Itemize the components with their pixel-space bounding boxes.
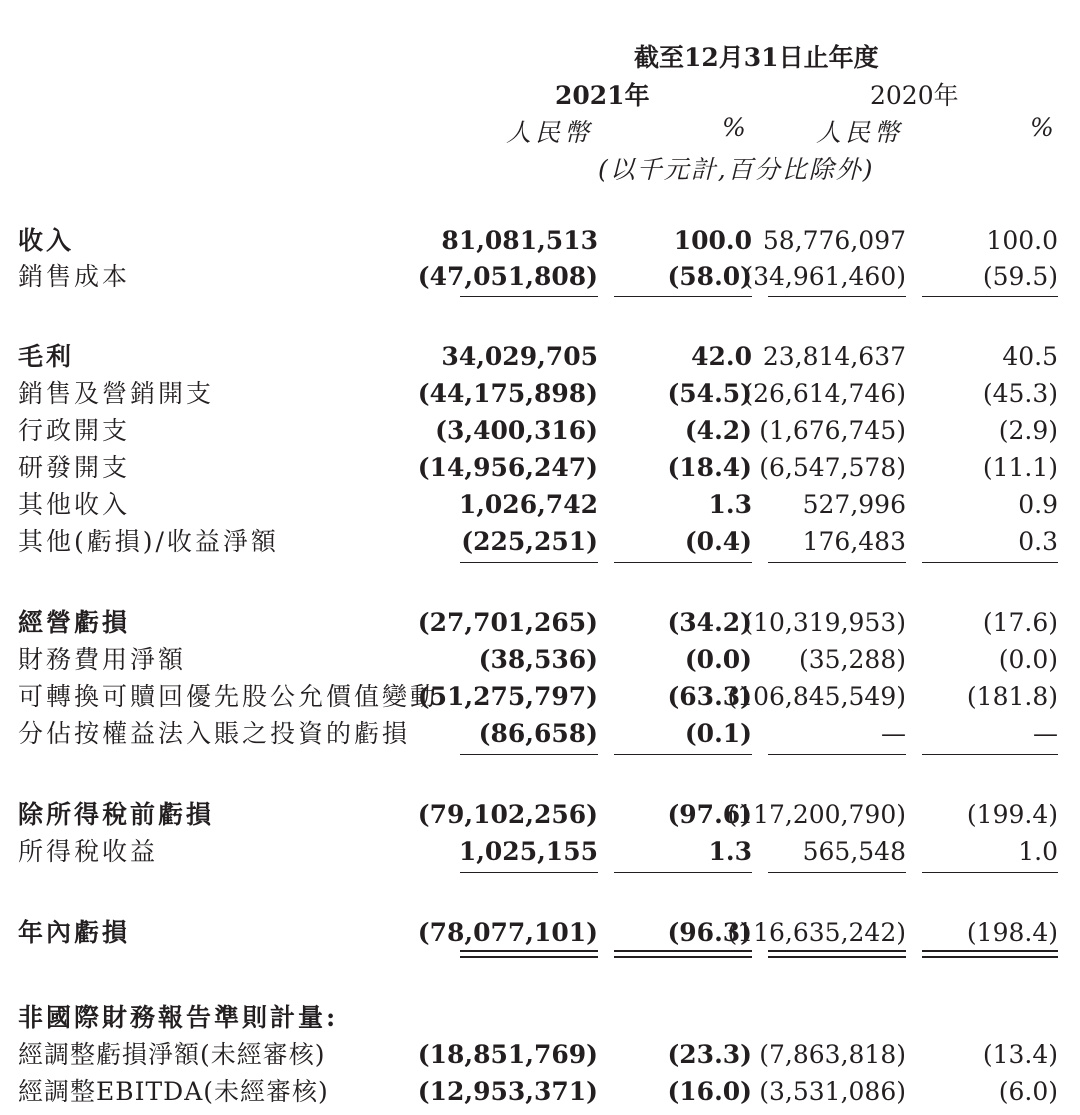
percent-2020: (199.4) bbox=[966, 800, 1058, 829]
col-pct-2020: % bbox=[1030, 113, 1054, 142]
subtotal-rule bbox=[460, 872, 598, 873]
percent-2020: 40.5 bbox=[1002, 342, 1058, 371]
subtotal-rule bbox=[922, 872, 1058, 873]
row-label: 銷售成本 bbox=[18, 262, 131, 291]
table-row bbox=[0, 451, 1080, 485]
table-row bbox=[0, 260, 1080, 294]
value-2020: (117,200,790) bbox=[727, 800, 906, 829]
subtotal-rule bbox=[922, 296, 1058, 297]
row-label: 經營虧損 bbox=[18, 608, 131, 637]
value-2020: (35,288) bbox=[799, 645, 906, 674]
table-row bbox=[0, 643, 1080, 677]
percent-2021: (18.4) bbox=[667, 453, 752, 482]
subtotal-rule bbox=[768, 562, 906, 563]
value-2021: (51,275,797) bbox=[417, 682, 598, 711]
value-2020: (1,676,745) bbox=[759, 416, 906, 445]
row-label: 分佔按權益法入賬之投資的虧損 bbox=[18, 719, 411, 748]
table-row bbox=[0, 340, 1080, 374]
value-2021: (86,658) bbox=[478, 719, 598, 748]
percent-2020: (17.6) bbox=[982, 608, 1058, 637]
value-2020: — bbox=[881, 719, 906, 748]
value-2021: (14,956,247) bbox=[417, 453, 598, 482]
percent-2021: (97.6) bbox=[667, 800, 752, 829]
row-label: 年內虧損 bbox=[18, 918, 131, 947]
percent-2020: (181.8) bbox=[966, 682, 1058, 711]
subtotal-rule bbox=[922, 562, 1058, 563]
subtotal-rule bbox=[614, 754, 752, 755]
value-2020: 58,776,097 bbox=[762, 226, 906, 255]
table-row bbox=[0, 377, 1080, 411]
percent-2021: 42.0 bbox=[691, 342, 752, 371]
value-2020: (6,547,578) bbox=[759, 453, 906, 482]
value-2020: (34,961,460) bbox=[743, 262, 906, 291]
value-2020: (26,614,746) bbox=[743, 379, 906, 408]
value-2020: 565,548 bbox=[802, 837, 906, 866]
value-2021: (78,077,101) bbox=[417, 918, 598, 947]
percent-2021: (54.5) bbox=[667, 379, 752, 408]
subtotal-rule bbox=[614, 296, 752, 297]
col-pct-2021: % bbox=[722, 113, 746, 142]
row-label: 所得稅收益 bbox=[18, 837, 159, 866]
percent-2021: 1.3 bbox=[708, 490, 752, 519]
row-label: 除所得稅前虧損 bbox=[18, 800, 215, 829]
subtotal-rule bbox=[768, 296, 906, 297]
year-2021-heading: 2021年 bbox=[555, 81, 650, 110]
subtotal-rule bbox=[614, 872, 752, 873]
percent-2021: (58.0) bbox=[667, 262, 752, 291]
percent-2020: (59.5) bbox=[982, 262, 1058, 291]
value-2020: (116,635,242) bbox=[727, 918, 906, 947]
value-2021: (18,851,769) bbox=[417, 1040, 598, 1069]
table-row bbox=[0, 525, 1080, 559]
percent-2021: (34.2) bbox=[667, 608, 752, 637]
percent-2021: (16.0) bbox=[667, 1077, 752, 1106]
value-2021: (225,251) bbox=[461, 527, 598, 556]
percent-2020: 1.0 bbox=[1018, 837, 1058, 866]
percent-2020: (45.3) bbox=[982, 379, 1058, 408]
row-label: 行政開支 bbox=[18, 416, 131, 445]
table-row bbox=[0, 224, 1080, 258]
percent-2020: (2.9) bbox=[998, 416, 1058, 445]
table-row bbox=[0, 414, 1080, 448]
table-row bbox=[0, 835, 1080, 869]
unit-note: (以千元計,百分比除外) bbox=[598, 155, 875, 184]
subtotal-rule bbox=[460, 296, 598, 297]
table-row bbox=[0, 717, 1080, 751]
value-2021: 1,026,742 bbox=[458, 490, 598, 519]
value-2021: (79,102,256) bbox=[417, 800, 598, 829]
table-row bbox=[0, 1075, 1080, 1109]
subtotal-rule bbox=[614, 562, 752, 563]
row-label: 財務費用淨額 bbox=[18, 645, 187, 674]
table-row bbox=[0, 606, 1080, 640]
row-label: 其他收入 bbox=[18, 490, 131, 519]
table-row bbox=[0, 916, 1080, 950]
percent-2021: (0.0) bbox=[684, 645, 752, 674]
value-2021: (27,701,265) bbox=[417, 608, 598, 637]
table-row bbox=[0, 798, 1080, 832]
value-2021: 81,081,513 bbox=[441, 226, 598, 255]
total-double-rule bbox=[460, 950, 598, 958]
subtotal-rule bbox=[922, 754, 1058, 755]
value-2021: 34,029,705 bbox=[441, 342, 598, 371]
value-2021: (3,400,316) bbox=[435, 416, 598, 445]
percent-2020: — bbox=[1033, 719, 1058, 748]
row-label: 研發開支 bbox=[18, 453, 131, 482]
value-2020: (106,845,549) bbox=[727, 682, 906, 711]
value-2021: (12,953,371) bbox=[417, 1077, 598, 1106]
row-label: 經調整虧損淨額(未經審核) bbox=[18, 1040, 326, 1069]
percent-2021: 1.3 bbox=[708, 837, 752, 866]
row-label: 收入 bbox=[18, 226, 75, 255]
row-label: 可轉換可贖回優先股公允價值變動 bbox=[18, 682, 439, 711]
percent-2020: 100.0 bbox=[986, 226, 1058, 255]
percent-2021: (96.3) bbox=[667, 918, 752, 947]
percent-2021: (0.4) bbox=[684, 527, 752, 556]
percent-2021: (23.3) bbox=[667, 1040, 752, 1069]
value-2020: (10,319,953) bbox=[743, 608, 906, 637]
value-2021: 1,025,155 bbox=[458, 837, 598, 866]
row-label: 銷售及營銷開支 bbox=[18, 379, 215, 408]
row-label: 經調整EBITDA(未經審核) bbox=[18, 1077, 329, 1106]
percent-2020: (198.4) bbox=[966, 918, 1058, 947]
table-row bbox=[0, 488, 1080, 522]
total-double-rule bbox=[768, 950, 906, 958]
col-rmb-2021: 人民幣 bbox=[506, 118, 594, 147]
value-2020: 176,483 bbox=[802, 527, 906, 556]
value-2021: (38,536) bbox=[478, 645, 598, 674]
value-2020: (3,531,086) bbox=[759, 1077, 906, 1106]
percent-2021: (4.2) bbox=[684, 416, 752, 445]
table-row bbox=[0, 1038, 1080, 1072]
year-2020-heading: 2020年 bbox=[870, 81, 959, 110]
percent-2020: 0.3 bbox=[1018, 527, 1058, 556]
percent-2020: (0.0) bbox=[998, 645, 1058, 674]
non-ifrs-heading: 非國際財務報告準則計量: bbox=[18, 1003, 339, 1032]
value-2020: 23,814,637 bbox=[762, 342, 906, 371]
row-label: 毛利 bbox=[18, 342, 75, 371]
subtotal-rule bbox=[460, 562, 598, 563]
total-double-rule bbox=[922, 950, 1058, 958]
value-2020: (7,863,818) bbox=[759, 1040, 906, 1069]
row-label: 其他(虧損)/收益淨額 bbox=[18, 527, 279, 556]
percent-2021: 100.0 bbox=[673, 226, 752, 255]
value-2020: 527,996 bbox=[802, 490, 906, 519]
percent-2021: (0.1) bbox=[684, 719, 752, 748]
col-rmb-2020: 人民幣 bbox=[816, 118, 904, 147]
non-ifrs-heading-row bbox=[0, 1001, 1080, 1035]
subtotal-rule bbox=[768, 872, 906, 873]
table-row bbox=[0, 680, 1080, 714]
period-heading: 截至12月31日止年度 bbox=[634, 43, 879, 72]
percent-2020: (13.4) bbox=[982, 1040, 1058, 1069]
percent-2020: (6.0) bbox=[998, 1077, 1058, 1106]
percent-2021: (63.3) bbox=[667, 682, 752, 711]
percent-2020: 0.9 bbox=[1018, 490, 1058, 519]
subtotal-rule bbox=[768, 754, 906, 755]
value-2021: (44,175,898) bbox=[417, 379, 598, 408]
value-2021: (47,051,808) bbox=[417, 262, 598, 291]
percent-2020: (11.1) bbox=[982, 453, 1058, 482]
total-double-rule bbox=[614, 950, 752, 958]
subtotal-rule bbox=[460, 754, 598, 755]
